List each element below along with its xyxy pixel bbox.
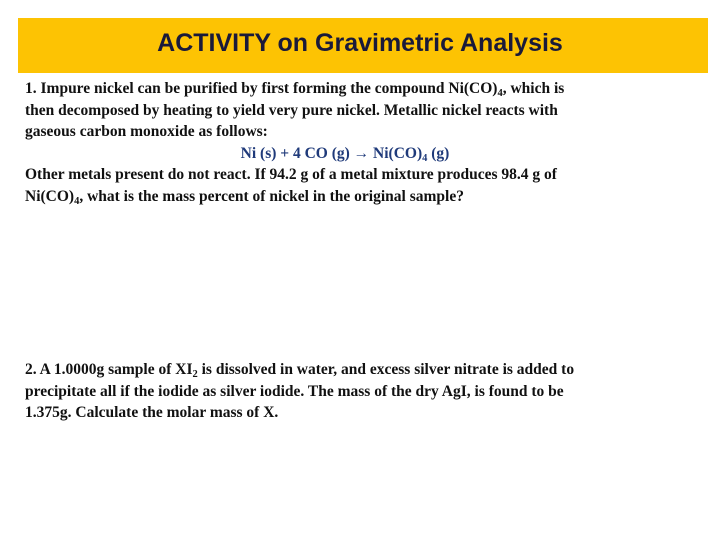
chemical-equation [0, 143, 690, 165]
subscript: 4 [497, 88, 503, 99]
question-1-line-1 [25, 78, 715, 100]
question-2-text: is dissolved in water, and excess silver nitrate is added to [197, 361, 575, 378]
question-1-text: , what is the mass percent of nickel in the original sample? [79, 187, 464, 205]
question-1-line-2: then decomposed by heating to yield very pure nickel. Metallic nickel reacts with [25, 101, 558, 119]
subscript: 2 [192, 369, 198, 380]
question-1-text: 1. Impure nickel can be purified by first forming the compound Ni(CO) [25, 80, 498, 97]
equation-text: Ni (s) + 4 CO (g) → Ni(CO) [240, 144, 423, 162]
equation-text: (g) [427, 144, 450, 162]
subscript: 4 [74, 195, 80, 207]
question-1 [25, 78, 715, 207]
question-2-line-2: precipitate all if the iodide as silver iodide. The mass of the dry AgI, is found to be [25, 382, 564, 400]
title-band [18, 18, 708, 73]
question-1-line-5: Other metals present do not react. If 94.2 g of a metal mixture produces 98.4 g of [25, 166, 557, 183]
question-2 [25, 359, 715, 424]
subscript: 4 [422, 152, 428, 164]
question-1-line-6 [25, 186, 715, 208]
question-2-line-3: 1.375g. Calculate the molar mass of X. [25, 404, 279, 421]
question-2-line-1 [25, 359, 715, 381]
question-1-line-3: gaseous carbon monoxide as follows: [25, 123, 268, 140]
question-1-text: , which is [502, 80, 565, 97]
page-title: ACTIVITY on Gravimetric Analysis [157, 29, 563, 57]
question-2-text: 2. A 1.0000g sample of XI [25, 361, 193, 378]
question-1-text: Ni(CO) [25, 187, 75, 205]
